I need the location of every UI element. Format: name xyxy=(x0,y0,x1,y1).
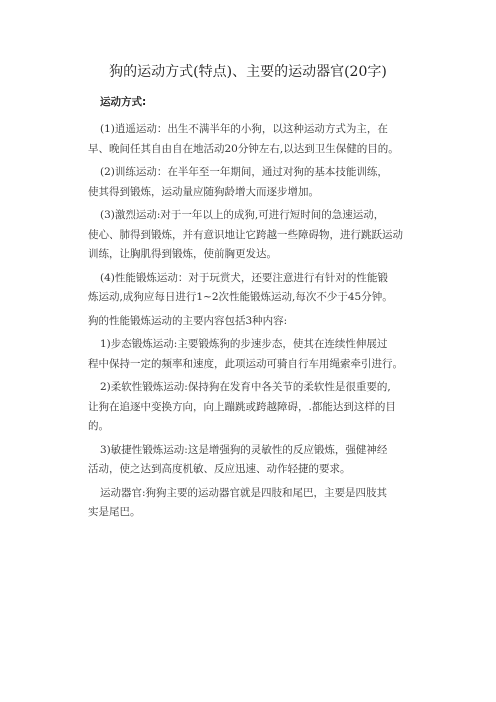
paragraph-line: 程中保持一定的频率和速度，此项运动可骑自行车用绳索牵引进行。 xyxy=(88,357,403,370)
paragraph-line: 使其得到锻炼，运动量应随狗龄增大而逐步增加。 xyxy=(88,185,319,198)
body-paragraph xyxy=(88,312,420,332)
body-paragraph xyxy=(88,484,420,523)
paragraph-line: 运动器官:狗狗主要的运动器官就是四肢和尾巴，主要是四肢其 xyxy=(100,486,388,499)
body-paragraph xyxy=(88,206,420,265)
paragraph-line: 狗的性能锻炼运动的主要内容包括3种内容: xyxy=(88,314,288,327)
paragraph-line: 使心、肺得到锻炼，并有意识地让它跨越一些障碍物，进行跳跃运动 xyxy=(88,228,403,241)
paragraph-line: 早、晚间任其自由自在地活动20分钟左右,以达到卫生保健的目的。 xyxy=(88,142,399,155)
paragraph-line: (2)训练运动：在半年至一年期间，通过对狗的基本技能训练， xyxy=(100,166,388,178)
body-paragraph xyxy=(88,335,420,374)
body-paragraph xyxy=(88,120,420,159)
body-paragraph xyxy=(88,163,420,202)
body-paragraph xyxy=(88,269,420,308)
paragraph-line: 的。 xyxy=(88,420,109,432)
paragraph-line: 1)步态锻炼运动:主要锻炼狗的步速步态，使其在连续性伸展过 xyxy=(100,338,388,350)
section-heading: 运动方式: xyxy=(100,96,147,108)
paragraph-line: 实是尾巴。 xyxy=(88,506,141,518)
paragraph-line: 让狗在追逐中变换方向，向上蹦跳或跨越障碍，.都能达到这样的目 xyxy=(88,400,396,413)
body-paragraph xyxy=(88,441,420,480)
paragraph-line: (4)性能锻炼运动：对于玩赏犬，还要注意进行有针对的性能锻 xyxy=(100,271,388,284)
paragraph-line: 2)柔软性锻炼运动:保持狗在发育中各关节的柔软性是很重要的, xyxy=(100,381,391,393)
body-paragraph xyxy=(88,378,420,437)
paragraph-line: 炼运动,成狗应每日进行1~2次性能锻炼运动,每次不少于45分钟。 xyxy=(88,291,393,303)
document-body xyxy=(88,120,420,527)
paragraph-line: 活动，使之达到高度机敏、反应迅速、动作轻捷的要求。 xyxy=(88,463,351,475)
paragraph-line: (3)激烈运动:对于一年以上的成狗,可进行短时间的急速运动， xyxy=(100,209,385,221)
paragraph-line: (1)逍遥运动：出生不满半年的小狗，以这种运动方式为主，在 xyxy=(100,123,388,135)
paragraph-line: 3)敏捷性锻炼运动:这是增强狗的灵敏性的反应锻炼，强健神经 xyxy=(100,443,388,456)
page-title: 狗的运动方式(特点)、主要的运动器官(20字) xyxy=(109,64,387,80)
paragraph-line: 训练，让胸肌得到锻炼，使前胸更发达。 xyxy=(88,248,277,260)
